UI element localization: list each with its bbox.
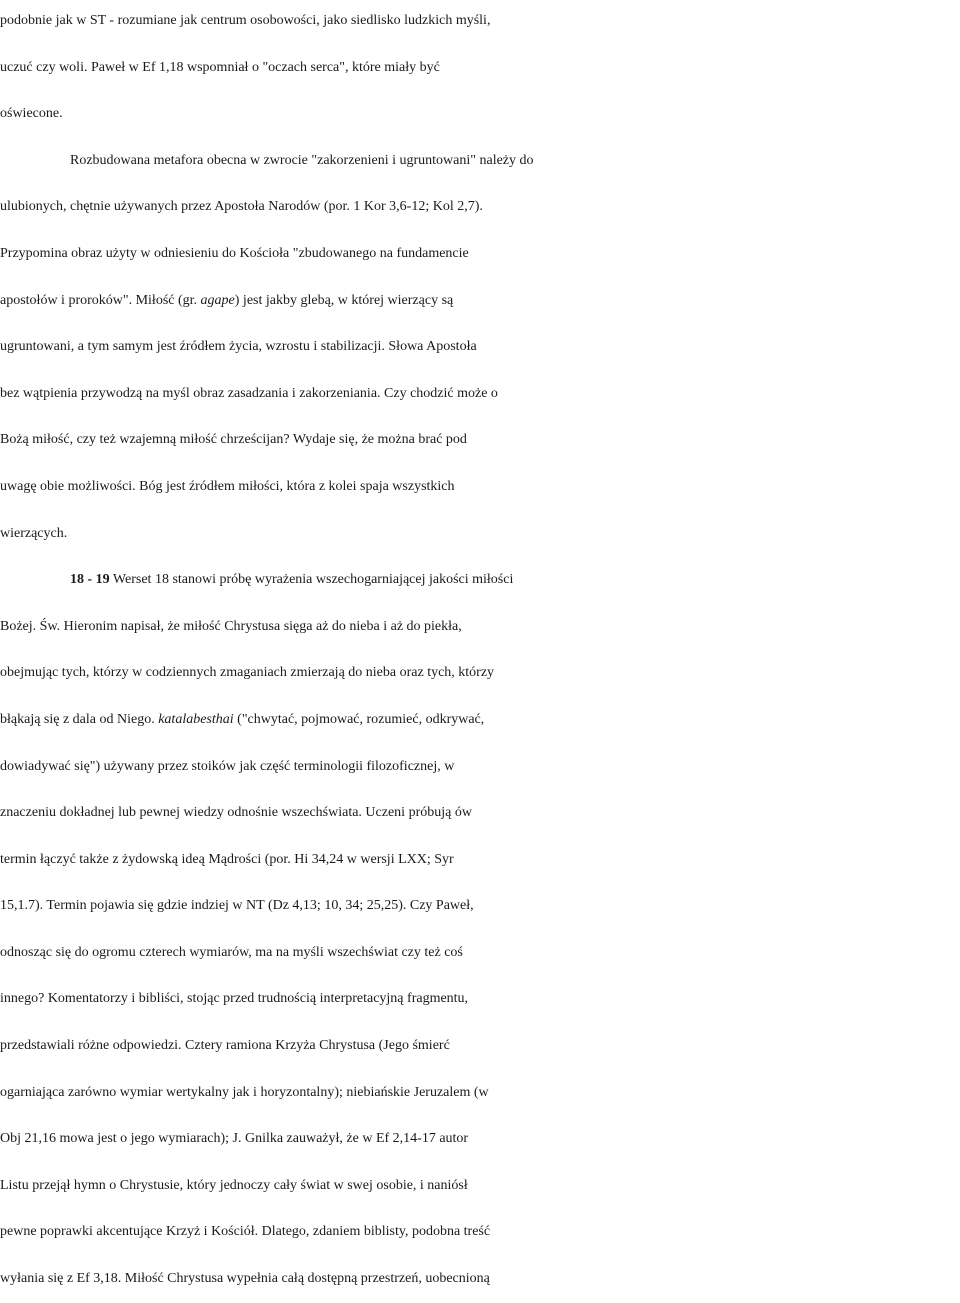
text-line: obejmując tych, którzy w codziennych zmaganiach zmierzają do nieba oraz tych, którzy [0, 665, 495, 681]
verse-number: 18 - 19 [70, 572, 110, 588]
text-line: wyłania się z Ef 3,18. Miłość Chrystusa wypełnia całą dostępną przestrzeń, uobecnioną [0, 1271, 490, 1287]
text-line: uczuć czy woli. Paweł w Ef 1,18 wspomniał o "oczach serca", które miały być [0, 59, 440, 75]
text-line: oświecone. [0, 106, 63, 122]
text-line [0, 278, 960, 325]
text-line: ugruntowani, a tym samym jest źródłem życia, wzrostu i stabilizacji. Słowa Apostoła [0, 339, 477, 355]
text-line: uwagę obie możliwości. Bóg jest źródłem miłości, która z kolei spaja wszystkich [0, 478, 455, 494]
text-line [0, 697, 960, 744]
text-line: odnosząc się do ogromu czterech wymiarów, ma na myśli wszechświat czy też coś [0, 944, 463, 960]
text-run: błąkają się z dala od Niego. [0, 711, 159, 727]
paragraph-first-line [0, 557, 960, 604]
text-line: ogarniająca zarówno wymiar wertykalny jak i horyzontalny); niebiańskie Jeruzalem (w [0, 1084, 489, 1100]
text-line: podobnie jak w ST - rozumiane jak centrum osobowości, jako siedlisko ludzkich myśli, [0, 13, 491, 28]
text-line: innego? Komentatorzy i bibliści, stojąc przed trudnością interpretacyjną fragmentu, [0, 991, 469, 1007]
text-line: Listu przejął hymn o Chrystusie, który jednoczy cały świat w swej osobie, i naniósł [0, 1177, 468, 1193]
text-line: wierzących. [0, 525, 68, 541]
text-run: ("chwytać, pojmować, rozumieć, odkrywać, [233, 711, 485, 727]
text-line: Bożą miłość, czy też wzajemną miłość chrześcijan? Wydaje się, że można brać pod [0, 432, 467, 448]
text-run: apostołów i proroków". Miłość (gr. [0, 292, 201, 308]
text-run: ) jest jakby glebą, w której wierzący są [234, 292, 454, 308]
text-line: pewne poprawki akcentujące Krzyż i Kościół. Dlatego, zdaniem biblisty, podobna treść [0, 1224, 491, 1240]
text-line: dowiadywać się") używany przez stoików jak część terminologii filozoficznej, w [0, 758, 455, 774]
text-run: Werset 18 stanowi próbę wyrażenia wszechogarniającej jakości miłości [109, 572, 514, 588]
text-line: Obj 21,16 mowa jest o jego wymiarach); J. Gnilka zauważył, że w Ef 2,14-17 autor [0, 1131, 469, 1147]
text-line: Bożej. Św. Hieronim napisał, że miłość Chrystusa sięga aż do nieba i aż do piekła, [0, 618, 462, 634]
text-line: bez wątpienia przywodzą na myśl obraz zasadzania i zakorzeniania. Czy chodzić może o [0, 385, 498, 401]
text-line: przedstawiali różne odpowiedzi. Cztery ramiona Krzyża Chrystusa (Jego śmierć [0, 1038, 450, 1054]
text-line: 15,1.7). Termin pojawia się gdzie indziej w NT (Dz 4,13; 10, 34; 25,25). Czy Paweł, [0, 898, 474, 914]
greek-term-katalabesthai: katalabesthai [158, 711, 234, 727]
text-line: znaczeniu dokładnej lub pewnej wiedzy odnośnie wszechświata. Uczeni próbują ów [0, 805, 472, 821]
text-line: termin łączyć także z żydowską ideą Mądrości (por. Hi 34,24 w wersji LXX; Syr [0, 851, 454, 867]
text-line: Przypomina obraz użyty w odniesieniu do Kościoła "zbudowanego na fundamencie [0, 245, 469, 261]
greek-term-agape: agape [200, 292, 235, 308]
text-line: ulubionych, chętnie używanych przez Apostoła Narodów (por. 1 Kor 3,6-12; Kol 2,7). [0, 199, 483, 215]
paragraph-first-line: Rozbudowana metafora obecna w zwrocie "zakorzenieni i ugruntowani" należy do [70, 152, 534, 168]
